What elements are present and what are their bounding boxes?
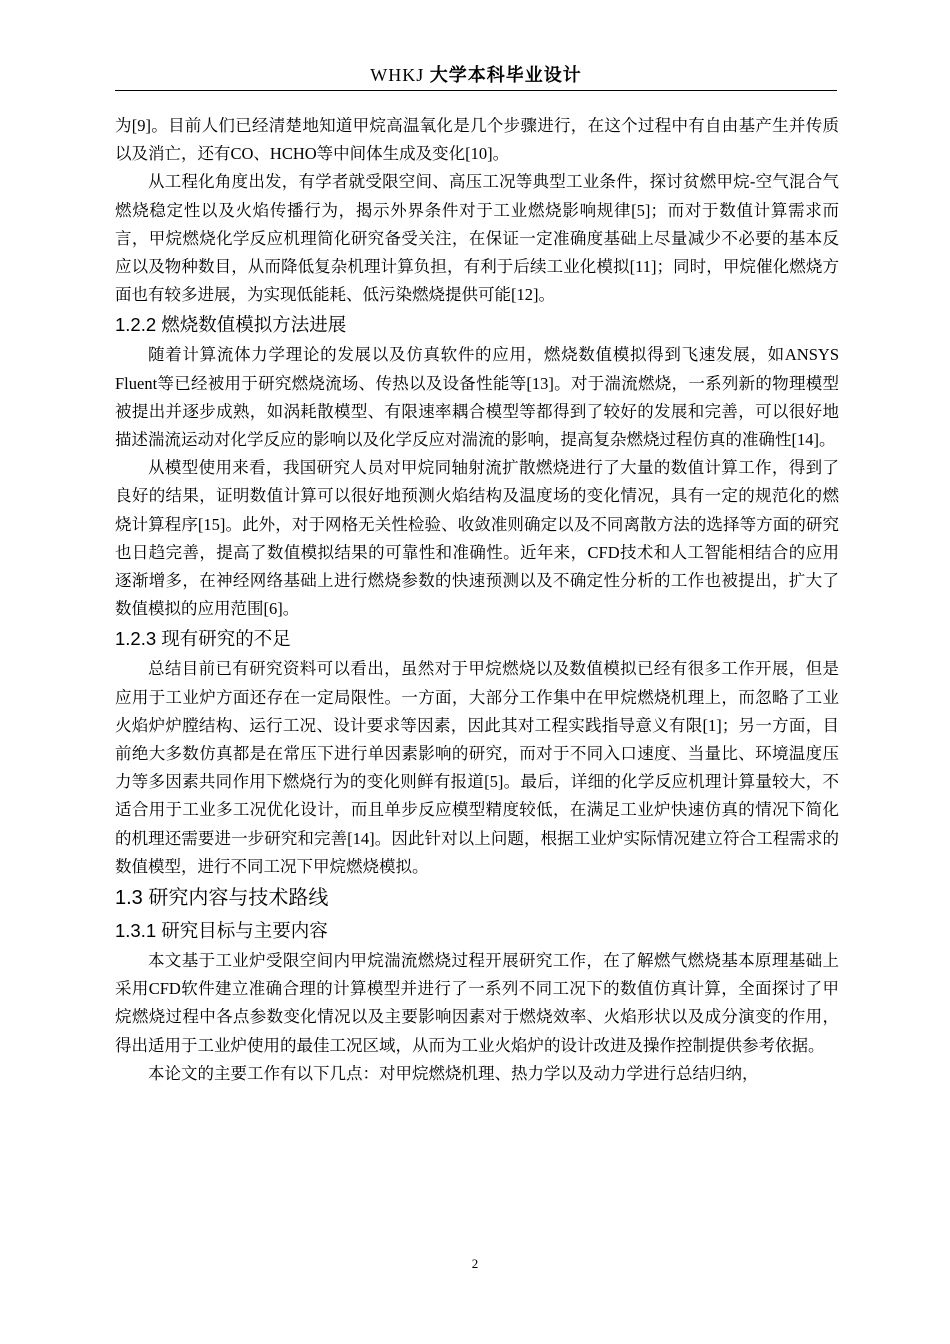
paragraph-3: 随着计算流体力学理论的发展以及仿真软件的应用，燃烧数值模拟得到飞速发展，如ANSYS Fluent等已经被用于研究燃烧流场、传热以及设备性能等[13]。对于湍流燃烧，一系列新的物理模型被提出并逐步成熟，如涡耗散模型、有限速率耦合模型等都得到了较好的发展和完善，可以很好地描述湍流运动对化学反应的影响以及化学反应对湍流的影响，提高复杂燃烧过程仿真的准确性[14]。 xyxy=(115,345,839,450)
section-heading-1-2-2: 1.2.2 燃烧数值模拟方法进展 xyxy=(115,314,347,336)
paragraph-4: 从模型使用来看，我国研究人员对甲烷同轴射流扩散燃烧进行了大量的数值计算工作，得到了良好的结果，证明数值计算可以很好地预测火焰结构及温度场的变化情况，具有一定的规范化的燃烧计算程序[15]。此外，对于网格无关性检验、收敛准则确定以及不同离散方法的选择等方面的研究也日趋完善，提高了数值模拟结果的可靠性和准确性。近年来，CFD技术和人工智能相结合的应用逐渐增多，在神经网络基础上进行燃烧参数的快速预测以及不确定性分析的工作也被提出，扩大了数值模拟的应用范围[6]。 xyxy=(115,458,839,619)
paragraph-1: 为[9]。目前人们已经清楚地知道甲烷高温氧化是几个步骤进行，在这个过程中有自由基产生并传质以及消亡，还有CO、HCHO等中间体生成及变化[10]。 xyxy=(115,116,839,164)
paragraph-5: 总结目前已有研究资料可以看出，虽然对于甲烷燃烧以及数值模拟已经有很多工作开展，但是应用于工业炉方面还存在一定局限性。一方面，大部分工作集中在甲烷燃烧机理上，而忽略了工业火焰炉炉膛结构、运行工况、设计要求等因素，因此其对工程实践指导意义有限[1]；另一方面，目前绝大多数仿真都是在常压下进行单因素影响的研究，而对于不同入口速度、当量比、环境温度压力等多因素共同作用下燃烧行为的变化则鲜有报道[5]。最后，详细的化学反应机理计算量较大，不适合用于工业多工况优化设计，而且单步反应模型精度较低，在满足工业炉快速仿真的情况下简化的机理还需要进一步研究和完善[14]。因此针对以上问题，根据工业炉实际情况建立符合工程需求的数值模型，进行不同工况下甲烷燃烧模拟。 xyxy=(115,659,839,876)
page-body xyxy=(115,112,839,1088)
header-rule xyxy=(115,90,837,91)
page-number: 2 xyxy=(471,1256,479,1271)
header-prefix: WHKJ xyxy=(370,65,430,85)
page-header xyxy=(115,62,837,88)
paragraph-7: 本论文的主要工作有以下几点：对甲烷燃烧机理、热力学以及动力学进行总结归纳， xyxy=(148,1063,759,1083)
paragraph-2: 从工程化角度出发，有学者就受限空间、高压工况等典型工业条件，探讨贫燃甲烷-空气混合气燃烧稳定性以及火焰传播行为，揭示外界条件对于工业燃烧影响规律[5]；而对于数值计算需求而言，甲烷燃烧化学反应机理简化研究备受关注，在保证一定准确度基础上尽量减少不必要的基本反应以及物种数目，从而降低复杂机理计算负担，有利于后续工业化模拟[11]；同时，甲烷催化燃烧方面也有较多进展，为实现低能耗、低污染燃烧提供可能[12]。 xyxy=(115,172,839,305)
section-heading-1-3-1: 1.3.1 研究目标与主要内容 xyxy=(115,920,328,942)
header-title: 大学本科毕业设计 xyxy=(429,65,582,86)
section-heading-1-2-3: 1.2.3 现有研究的不足 xyxy=(115,628,291,650)
section-heading-1-3: 1.3 研究内容与技术路线 xyxy=(115,887,329,910)
paragraph-6: 本文基于工业炉受限空间内甲烷湍流燃烧过程开展研究工作，在了解燃气燃烧基本原理基础上采用CFD软件建立准确合理的计算模型并进行了一系列不同工况下的数值仿真计算，全面探讨了甲烷燃烧过程中各点参数变化情况以及主要影响因素对于燃烧效率、火焰形状以及成分演变的作用，得出适用于工业炉使用的最佳工况区域，从而为工业火焰炉的设计改进及操作控制提供参考依据。 xyxy=(115,951,839,1055)
